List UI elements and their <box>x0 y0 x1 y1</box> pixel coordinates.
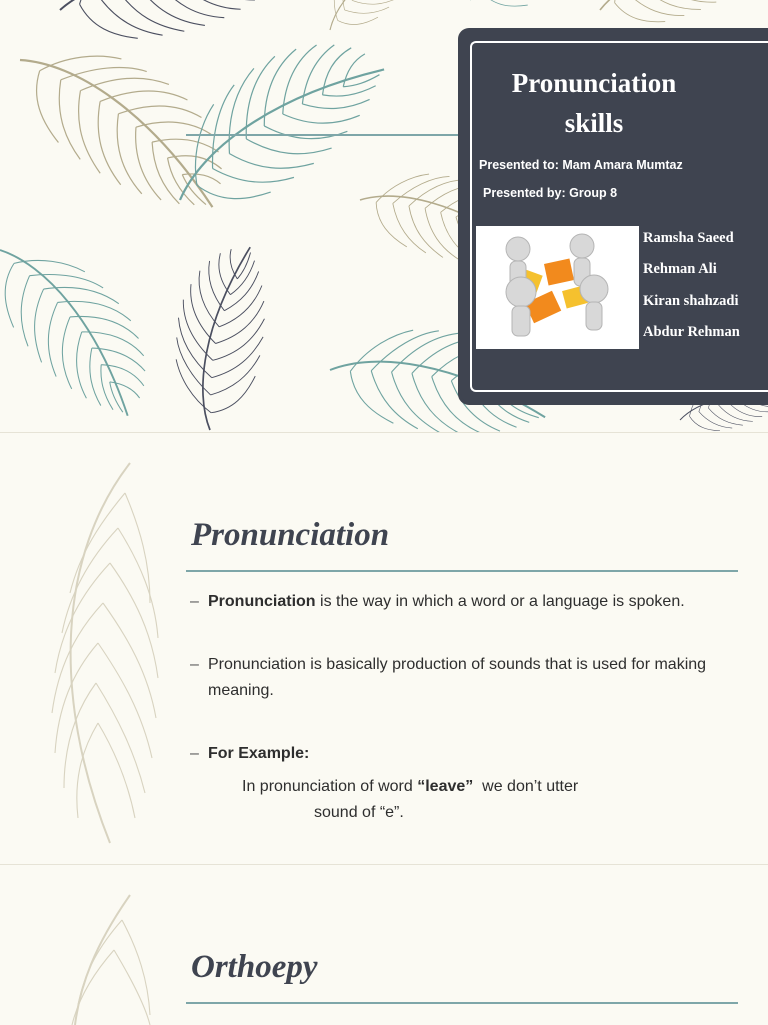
bullet-dash-icon: – <box>190 593 199 610</box>
presentation-title <box>479 63 709 143</box>
title-line-1: Pronunciation <box>511 68 677 98</box>
bullet-dash-icon: – <box>190 656 199 673</box>
presented-by: Presented by: Group 8 <box>483 186 618 200</box>
teamwork-puzzle-people-icon <box>476 226 639 349</box>
bullet-example <box>190 741 730 767</box>
example-line-2: sound of “e”. <box>314 804 404 821</box>
pronunciation-slide <box>0 432 768 865</box>
member-1: Ramsha Saeed <box>643 230 734 246</box>
member-2: Rehman Ali <box>643 261 717 277</box>
title-line-2: skills <box>564 108 624 138</box>
example-word: “leave” <box>417 778 474 795</box>
orthoepy-slide <box>0 864 768 1025</box>
bullet-bold-term: Pronunciation <box>208 593 316 610</box>
bullet-dash-icon: – <box>190 745 199 762</box>
slide-heading: Pronunciation <box>191 517 390 553</box>
example-post: we don’t utter <box>473 778 579 795</box>
title-panel <box>461 31 768 402</box>
example-text <box>242 774 662 826</box>
title-slide <box>0 0 768 432</box>
slide-heading: Orthoepy <box>191 949 318 985</box>
bullet-text: is the way in which a word or a language is spoken. <box>315 593 685 610</box>
presented-to: Presented to: Mam Amara Mumtaz <box>479 158 683 172</box>
bullet-text: For Example: <box>208 745 310 762</box>
bullet-production <box>190 652 730 704</box>
bullet-text: Pronunciation is basically production of sounds that is used for making meaning. <box>208 656 707 699</box>
heading-divider <box>186 1002 738 1004</box>
member-4: Abdur Rehman <box>643 324 740 340</box>
example-pre: In pronunciation of word <box>242 778 418 795</box>
feather-decoration <box>0 865 768 1025</box>
member-3: Kiran shahzadi <box>643 293 739 309</box>
bullet-definition <box>190 589 730 615</box>
heading-divider <box>186 570 738 572</box>
